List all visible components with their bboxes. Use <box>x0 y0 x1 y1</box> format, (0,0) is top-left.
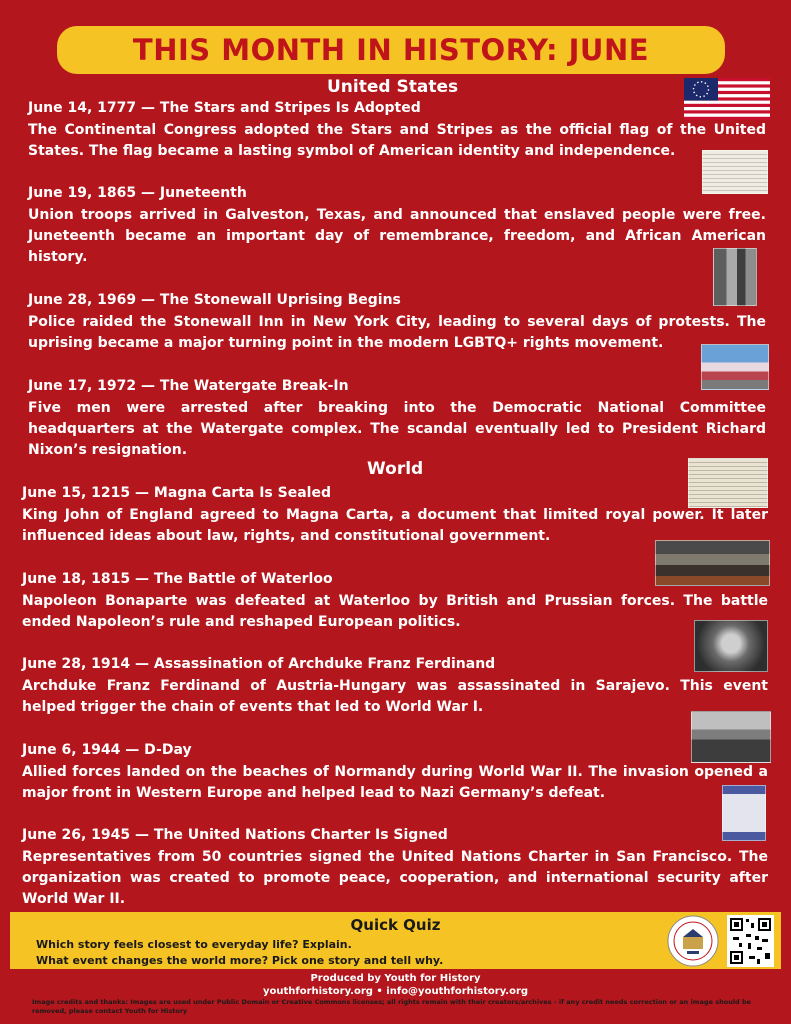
us-entry-flag <box>28 98 766 162</box>
image-credits: Image credits and thanks: Images are used under Public Domain or Creative Commons licenses; all rights remain with their creators/archives - if any credit needs correction or an image should be removed, please contact Youth for History <box>32 998 752 1015</box>
quick-quiz-panel <box>10 912 781 969</box>
entry-body: Napoleon Bonaparte was defeated at Waterloo by British and Prussian forces. The battle ended Napoleon’s rule and reshaped European politics. <box>22 593 768 630</box>
entry-heading: June 14, 1777 — The Stars and Stripes Is Adopted <box>28 100 421 116</box>
entry-heading: June 18, 1815 — The Battle of Waterloo <box>22 571 333 587</box>
qr-code-icon <box>727 915 774 967</box>
youth-for-history-logo-icon <box>667 915 719 967</box>
entry-body: Five men were arrested after breaking into the Democratic National Committee headquarters at the Watergate complex. The scandal eventually led to President Richard Nixon’s resignation. <box>28 400 766 458</box>
entry-heading: June 6, 1944 — D-Day <box>22 742 192 758</box>
title-banner <box>57 26 725 74</box>
world-entry-d-day <box>22 740 768 804</box>
entry-heading: June 28, 1914 — Assassination of Archduke Franz Ferdinand <box>22 656 496 672</box>
entry-body: Allied forces landed on the beaches of Normandy during World War II. The invasion opened a major front in Western Europe and helped lead to Nazi Germany’s defeat. <box>22 764 768 801</box>
world-entry-franz-ferdinand <box>22 654 768 718</box>
contact-line: youthforhistory.org • info@youthforhistory.org <box>262 986 529 997</box>
world-entry-waterloo <box>22 569 768 633</box>
us-entry-juneteenth <box>28 183 766 268</box>
us-entry-stonewall <box>28 290 766 354</box>
entry-heading: June 19, 1865 — Juneteenth <box>28 185 247 201</box>
entry-body: King John of England agreed to Magna Carta, a document that limited royal power. It later influenced ideas about law, rights, and constitutional government. <box>22 507 768 544</box>
world-entry-magna-carta <box>22 483 768 547</box>
quiz-question-2: What event changes the world more? Pick one story and tell why. <box>36 954 444 967</box>
entry-heading: June 26, 1945 — The United Nations Charter Is Signed <box>22 827 448 843</box>
entry-body: Police raided the Stonewall Inn in New York City, leading to several days of protests. The uprising became a major turning point in the modern LGBTQ+ rights movement. <box>28 314 766 351</box>
produced-by: Produced by Youth for History <box>310 973 481 984</box>
world-entry-un-charter <box>22 825 768 910</box>
us-entry-watergate <box>28 376 766 461</box>
section-heading-us: United States <box>327 77 459 97</box>
entry-body: The Continental Congress adopted the Stars and Stripes as the official flag of the United States. The flag became a lasting symbol of American identity and independence. <box>28 122 766 159</box>
entry-heading: June 28, 1969 — The Stonewall Uprising Begins <box>28 292 401 308</box>
entry-body: Representatives from 50 countries signed the United Nations Charter in San Francisco. The organization was created to promote peace, cooperation, and international security after World War II. <box>22 849 768 907</box>
entry-body: Union troops arrived in Galveston, Texas, and announced that enslaved people were free. Juneteenth became an important day of remembrance, freedom, and African American history. <box>28 207 766 265</box>
section-heading-world: World <box>367 459 424 479</box>
quiz-title: Quick Quiz <box>350 916 441 934</box>
entry-body: Archduke Franz Ferdinand of Austria-Hungary was assassinated in Sarajevo. This event helped trigger the chain of events that led to World War I. <box>22 678 768 715</box>
entry-heading: June 17, 1972 — The Watergate Break-In <box>28 378 349 394</box>
entry-heading: June 15, 1215 — Magna Carta Is Sealed <box>22 485 331 501</box>
quiz-question-1: Which story feels closest to everyday life? Explain. <box>36 938 352 951</box>
page-title: THIS MONTH IN HISTORY: JUNE <box>132 33 650 67</box>
